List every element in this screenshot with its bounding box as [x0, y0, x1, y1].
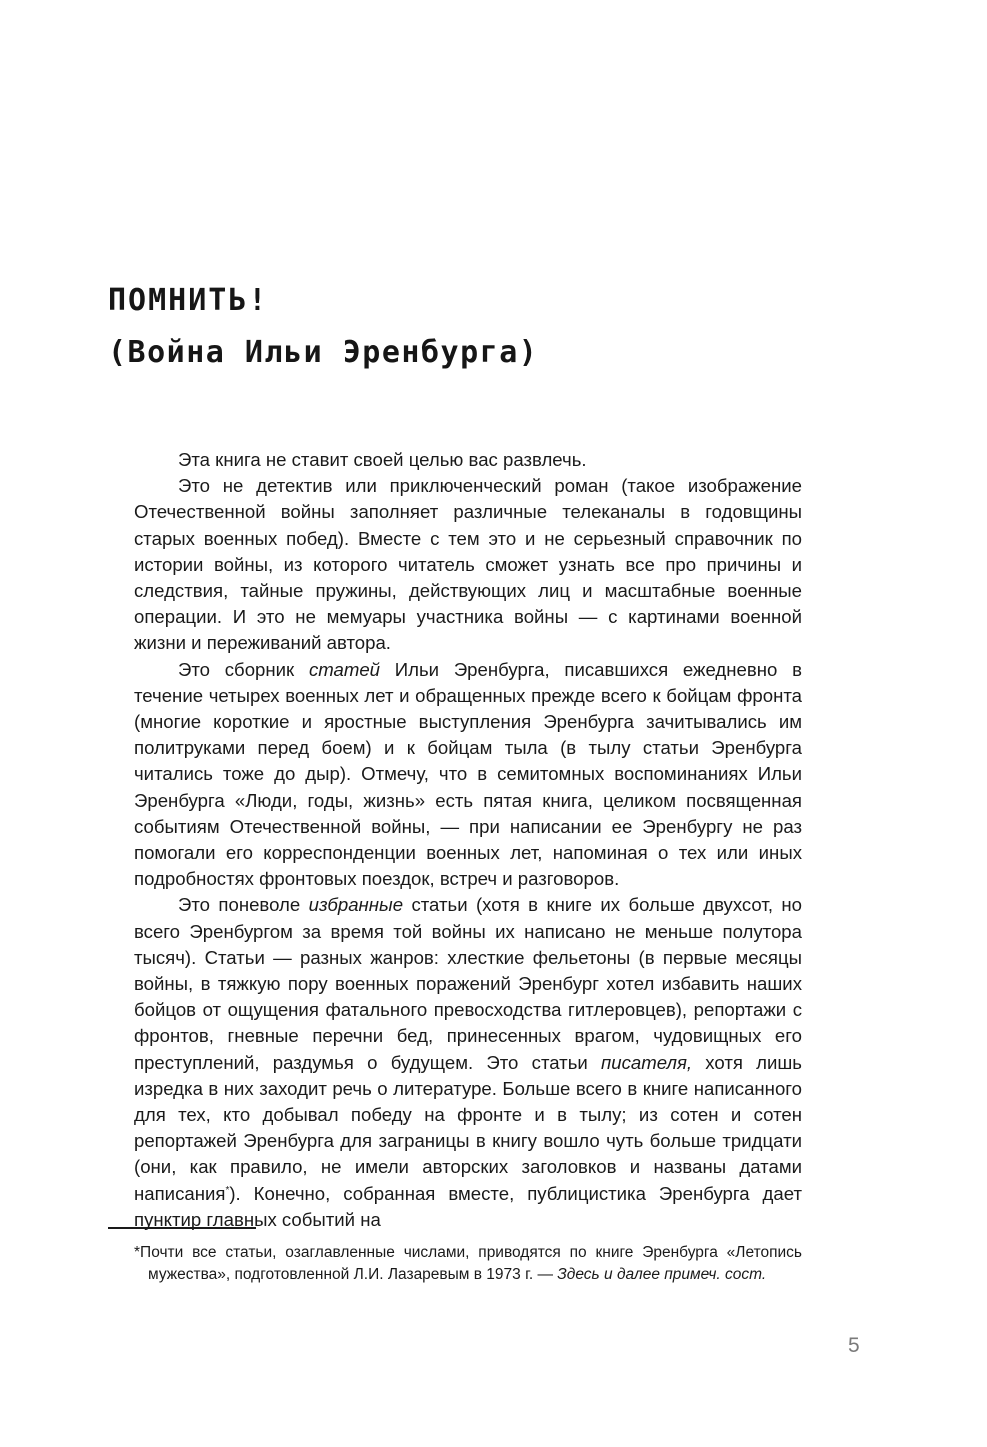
paragraph: Это не детектив или приключенческий роман (такое изображение Отечественной войны заполняет различные телеканалы в годовщины старых военных побед). Вместе с тем это и не серьезный справочник по истории войны, из которого читатель сможет узнать все про причины и следствия, тайные пружины, действующих лиц и масштабные военные операции. И это не мемуары участника войны — с картинами военной жизни и переживаний автора.	[134, 475, 802, 654]
emphasis: писателя,	[601, 1051, 693, 1073]
footnote	[134, 1242, 802, 1286]
emphasis: статей	[308, 658, 381, 680]
paragraph: Это сборник статей Ильи Эренбурга, писавшихся ежедневно в течение четырех военных лет и обращенных прежде всего к бойцам фронта (многие короткие и яростные выступления Эренбурга зачитывались им политруками перед боем) и к бойцам тыла (в тылу статьи Эренбурга читались тоже до дыр). Отмечу, что в семитомных воспоминаниях Ильи Эренбурга «Люди, годы, жизнь» есть пятая книга, целиком посвященная событиям Отечественной войны, — при написании ее Эренбургу не раз помогали его корреспонденции военных лет, напоминая о тех или иных подробностях фронтовых поездок, встреч и разговоров.	[134, 658, 802, 890]
chapter-title: ПОМНИТЬ!	[108, 283, 269, 318]
paragraph: Эта книга не ставит своей целью вас развлечь.	[178, 449, 587, 470]
footnote-divider	[108, 1227, 256, 1229]
footnote-marker: *	[225, 1184, 230, 1196]
emphasis: Здесь и далее примеч. сост.	[557, 1266, 767, 1283]
footnote-text: *Почти все статьи, озаглавленные числами, приводятся по книге Эренбурга «Летопись мужества», подготовленной Л.И. Лазаревым в 1973 г. — Здесь и далее примеч. сост.	[134, 1244, 802, 1283]
chapter-subtitle: (Война Ильи Эренбурга)	[108, 335, 539, 370]
page-number: 5	[848, 1334, 860, 1357]
body-text	[134, 447, 802, 1233]
footnote-marker: *	[134, 1244, 141, 1261]
paragraph: Это поневоле избранные статьи (хотя в книге их больше двухсот, но всего Эренбургом за время той войны их написано не меньше полутора тысяч). Статьи — разных жанров: хлесткие фельетоны (в первые месяцы войны, в тяжкую пору военных поражений Эренбург хотел избавить наших бойцов от ощущения фатального превосходства гитлеровцев), репортажи с фронтов, гневные перечни бед, принесенных врагом, чудовищных его преступлений, раздумья о будущем. Это статьи писателя, хотя лишь изредка в них заходит речь о литературе. Больше всего в книге написанного для тех, кто добывал победу на фронте и в тылу; из сотен и сотен репортажей Эренбурга для заграницы в книгу вошло чуть больше тридцати (они, как правило, не имели авторских заголовков и названы датами написания*). Конечно, собранная вместе, публицистика Эренбурга дает пунктир главных событий на	[134, 894, 802, 1230]
emphasis: избранные	[308, 894, 404, 916]
